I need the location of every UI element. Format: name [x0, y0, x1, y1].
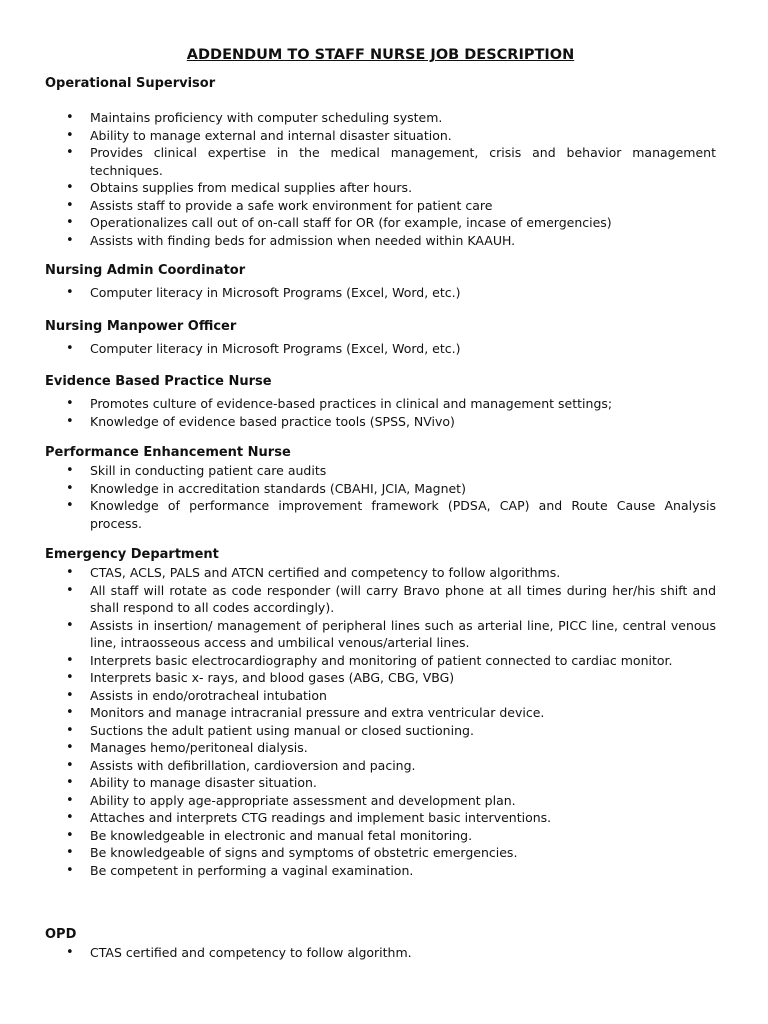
section-heading: Performance Enhancement Nurse [45, 445, 291, 460]
bullet-list [45, 462, 716, 532]
bullet-list [45, 944, 716, 962]
list-item: • Ability to apply age-appropriate assessment and development plan. [45, 792, 716, 810]
list-item: • Computer literacy in Microsoft Programs (Excel, Word, etc.) [45, 340, 716, 358]
list-item: • Obtains supplies from medical supplies after hours. [45, 179, 716, 197]
section-performance-enhancement-nurse [45, 444, 716, 532]
list-item: • Interprets basic x- rays, and blood gases (ABG, CBG, VBG) [45, 669, 716, 687]
list-item: • Provides clinical expertise in the medical management, crisis and behavior management techniques. [45, 144, 716, 179]
list-item: • Manages hemo/peritoneal dialysis. [45, 739, 716, 757]
section-heading: Evidence Based Practice Nurse [45, 374, 272, 389]
section-heading: OPD [45, 927, 77, 942]
list-item: • Be knowledgeable of signs and symptoms of obstetric emergencies. [45, 844, 716, 862]
bullet-list [45, 109, 716, 249]
list-item: • Knowledge of performance improvement framework (PDSA, CAP) and Route Cause Analysis process. [45, 497, 716, 532]
section-evidence-based-practice-nurse [45, 373, 716, 430]
list-item: • Assists in insertion/ management of peripheral lines such as arterial line, PICC line, central venous line, intraosseous access and umbilical venous/arterial lines. [45, 617, 716, 652]
list-item: • Maintains proficiency with computer scheduling system. [45, 109, 716, 127]
list-item: • Ability to manage external and internal disaster situation. [45, 127, 716, 145]
list-item: • Monitors and manage intracranial pressure and extra ventricular device. [45, 704, 716, 722]
list-item: • Ability to manage disaster situation. [45, 774, 716, 792]
document-title: ADDENDUM TO STAFF NURSE JOB DESCRIPTION [186, 47, 575, 63]
section-heading: Nursing Admin Coordinator [45, 263, 246, 278]
list-item: • Be knowledgeable in electronic and manual fetal monitoring. [45, 827, 716, 845]
section-heading: Operational Supervisor [45, 76, 216, 91]
list-item: • Promotes culture of evidence-based practices in clinical and management settings; [45, 395, 716, 413]
list-item: • CTAS, ACLS, PALS and ATCN certified and competency to follow algorithms. [45, 564, 716, 582]
section-opd [45, 926, 716, 962]
list-item: • Skill in conducting patient care audits [45, 462, 716, 480]
list-item: • Attaches and interprets CTG readings and implement basic interventions. [45, 809, 716, 827]
list-item: • CTAS certified and competency to follow algorithm. [45, 944, 716, 962]
list-item: • All staff will rotate as code responder (will carry Bravo phone at all times during her/his shift and shall respond to all codes accordingly). [45, 582, 716, 617]
list-item: • Assists staff to provide a safe work environment for patient care [45, 197, 716, 215]
list-item: • Knowledge of evidence based practice tools (SPSS, NVivo) [45, 413, 716, 431]
section-heading: Nursing Manpower Officer [45, 318, 237, 334]
list-item: • Be competent in performing a vaginal examination. [45, 862, 716, 880]
list-item: • Suctions the adult patient using manual or closed suctioning. [45, 722, 716, 740]
list-item: • Assists with defibrillation, cardioversion and pacing. [45, 757, 716, 775]
section-emergency-department [45, 546, 716, 879]
list-item: • Knowledge in accreditation standards (CBAHI, JCIA, Magnet) [45, 480, 716, 498]
list-item: • Assists in endo/orotracheal intubation [45, 687, 716, 705]
section-nursing-manpower-officer [45, 318, 716, 358]
list-item: • Computer literacy in Microsoft Programs (Excel, Word, etc.) [45, 284, 716, 302]
document-page [45, 45, 716, 962]
section-nursing-admin-coordinator [45, 262, 716, 302]
section-operational-supervisor [45, 75, 716, 249]
bullet-list [45, 284, 716, 302]
bullet-list [45, 564, 716, 879]
bullet-list [45, 395, 716, 430]
list-item: • Operationalizes call out of on-call staff for OR (for example, incase of emergencies) [45, 214, 716, 232]
section-heading: Emergency Department [45, 547, 219, 562]
bullet-list [45, 340, 716, 358]
list-item: • Interprets basic electrocardiography and monitoring of patient connected to cardiac monitor. [45, 652, 716, 670]
list-item: • Assists with finding beds for admission when needed within KAAUH. [45, 232, 716, 250]
